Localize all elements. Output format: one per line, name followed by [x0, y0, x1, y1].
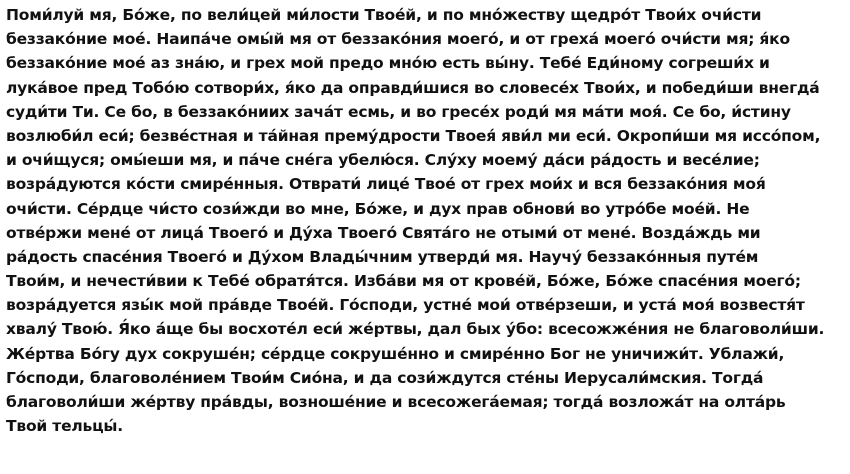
psalm-line-1: Поми́луй мя, Бо́же, по вели́цей ми́лости Твое́й, и по мно́жеству щедро́т Твои́х очи́сти	[6, 6, 762, 24]
psalm-line-10: отве́ржи мене́ от лица́ Твоего́ и Ду́ха Твоего́ Свята́го не отыми́ от мене́. Возда́ждь ми	[6, 223, 761, 242]
psalm-text	[6, 3, 848, 438]
psalm-line-4: лука́вое пред Тобо́ю сотвори́х, я́ко да оправди́шися во словесе́х Твои́х, и победи́ши внегда́	[6, 78, 820, 97]
psalm-line-11: ра́дость спасе́ния Твоего́ и Ду́хом Влады́чним утверди́ мя. Научу́ беззако́нныя путе́м	[6, 247, 759, 266]
psalm-line-18: Твой тельцы́.	[6, 417, 123, 436]
psalm-line-6: возлюби́л еси́; безве́стная и та́йная прему́дрости Твоея́ яви́л ми еси́. Окропи́ши мя иссо́пом,	[6, 126, 821, 145]
psalm-line-2: беззако́ние мое́. Наипа́че омы́й мя от беззако́ния моего́, и от греха́ моего́ очи́сти мя; я́ко	[6, 30, 790, 49]
psalm-line-7: и очи́щуся; омы́еши мя, и па́че сне́га убелю́ся. Слу́ху моему́ да́си ра́дость и весе́лие;	[6, 151, 760, 170]
psalm-line-13: возра́дуется язы́к мой пра́вде Твое́й. Го́споди, устне́ мои́ отве́рзеши, и уста́ моя́ возвестя́т	[6, 296, 805, 315]
psalm-line-16: Го́споди, благоволе́нием Твои́м Сио́на, и да сози́ждутся сте́ны Иерусали́мския. Тогда́	[6, 368, 764, 387]
psalm-line-3: беззако́ние мое́ аз зна́ю, и грех мой предо мно́ю есть вы́ну. Тебе́ Еди́ному согреши́х и	[6, 54, 770, 73]
psalm-line-9: очи́сти. Се́рдце чи́сто сози́жди во мне, Бо́же, и дух прав обнови́ во утро́бе мое́й. Не	[6, 199, 750, 218]
psalm-line-12: Твои́м, и нечести́вии к Тебе́ обратя́тся. Изба́ви мя от крове́й, Бо́же, Бо́же спасе́ния моего́;	[6, 272, 801, 291]
psalm-line-8: возра́дуются ко́сти смире́нныя. Отврати́ лице́ Твое́ от грех мои́х и вся беззако́ния моя́	[6, 175, 766, 194]
psalm-line-5: суди́ти Ти. Се бо, в беззако́ниих зача́т есмь, и во гресе́х роди́ мя ма́ти моя́. Се бо, и́стину	[6, 102, 791, 121]
psalm-line-15: Же́ртва Бо́гу дух сокруше́н; се́рдце сокруше́нно и смире́нно Бог не уничижи́т. Ублажи́,	[6, 344, 785, 363]
psalm-line-14: хвалу́ Твою́. Я́ко а́ще бы восхоте́л еси́ же́ртвы, дал бых у́бо: всесожже́ния не благоволи́ши.	[6, 320, 825, 339]
psalm-line-17: благоволи́ши же́ртву пра́вды, возноше́ние и всесожега́емая; тогда́ возложа́т на олта́рь	[6, 393, 786, 411]
